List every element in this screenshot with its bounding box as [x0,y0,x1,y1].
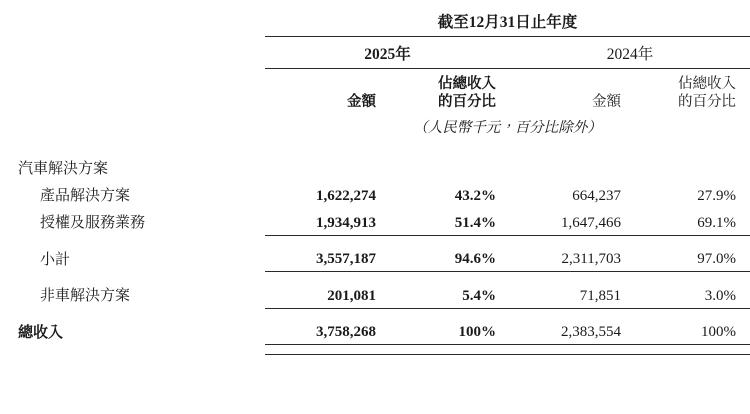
col-header-amount-2024-line1: 金額 [592,94,621,111]
cell-subtotal-amount-2025: 3,557,187 [265,245,390,272]
table-row-subtotal [0,245,750,272]
cell-licensing-pct-2024: 69.1% [635,208,750,235]
row-label-licensing-services: 授權及服務業務 [40,215,146,232]
units-note: （人民幣千元，百分比除外） [413,120,602,137]
header-empty-cell-3 [0,69,265,114]
table-row-total [0,318,750,345]
cell-total-amount-2024: 2,383,554 [510,318,635,345]
header-empty-cell-2 [0,37,265,69]
cell-licensing-pct-2025: 51.4% [390,208,510,235]
header-year-row [0,37,750,69]
cell-other-pct-2025: 5.4% [390,281,510,308]
cell-total-pct-2025: 100% [390,318,510,345]
row-spacer [0,308,750,318]
header-period-row [0,0,750,37]
col-header-amount-2025 [265,69,390,114]
section-title-blank-1 [265,147,390,181]
cell-total-amount-2025: 3,758,268 [265,318,390,345]
section-title-row [0,147,750,181]
cell-other-amount-2025: 201,081 [265,281,390,308]
section-title-blank-4 [635,147,750,181]
col-header-pct-2025-line1: 佔總收入 [438,76,496,92]
table-row [0,181,750,208]
row-spacer [0,235,750,245]
cell-total-pct-2024: 100% [635,318,750,345]
header-units-row [0,113,750,147]
table-row-total-double-rule [0,348,750,355]
header-columns-row [0,69,750,114]
row-label-non-auto-solutions: 非車解決方案 [40,288,131,305]
cell-subtotal-pct-2024: 97.0% [635,245,750,272]
total-rule-4 [635,348,750,355]
col-header-pct-2025-line2: 的百分比 [438,94,496,111]
cell-other-amount-2024: 71,851 [510,281,635,308]
col-header-pct-2025 [390,69,510,114]
total-rule-1 [265,348,390,355]
row-spacer [0,272,750,282]
section-title-blank-3 [510,147,635,181]
cell-product-amount-2024: 664,237 [572,188,621,205]
total-rule-3 [510,348,635,355]
row-label-subtotal: 小計 [40,251,71,268]
row-label-total-revenue: 總收入 [18,324,64,341]
table-row-other [0,281,750,308]
cell-product-amount-2025: 1,622,274 [316,188,376,205]
cell-licensing-amount-2025: 1,934,913 [265,208,390,235]
section-title-blank-2 [390,147,510,181]
header-empty-cell [0,0,265,37]
cell-subtotal-pct-2025: 94.6% [390,245,510,272]
period-title: 截至12月31日止年度 [265,0,750,37]
cell-other-pct-2024: 3.0% [635,281,750,308]
col-header-amount-2024 [510,69,635,114]
year-header-2025: 2025年 [265,37,510,69]
table-row [0,208,750,235]
row-label-product-solutions: 產品解決方案 [40,188,131,205]
year-header-2024: 2024年 [510,37,750,69]
header-empty-cell-4 [0,113,265,147]
col-header-pct-2024-line1: 佔總收入 [678,76,737,92]
cell-licensing-amount-2024: 1,647,466 [510,208,635,235]
total-rule-label-gap [0,348,265,355]
cell-product-pct-2024: 27.9% [697,188,737,205]
col-header-pct-2024 [635,69,750,114]
col-header-amount-2025-line1: 金額 [347,94,376,111]
total-rule-2 [390,348,510,355]
cell-subtotal-amount-2024: 2,311,703 [510,245,635,272]
cell-product-pct-2025: 43.2% [454,188,496,205]
col-header-pct-2024-line2: 的百分比 [678,94,737,111]
section-title-auto-solutions: 汽車解決方案 [18,161,109,178]
